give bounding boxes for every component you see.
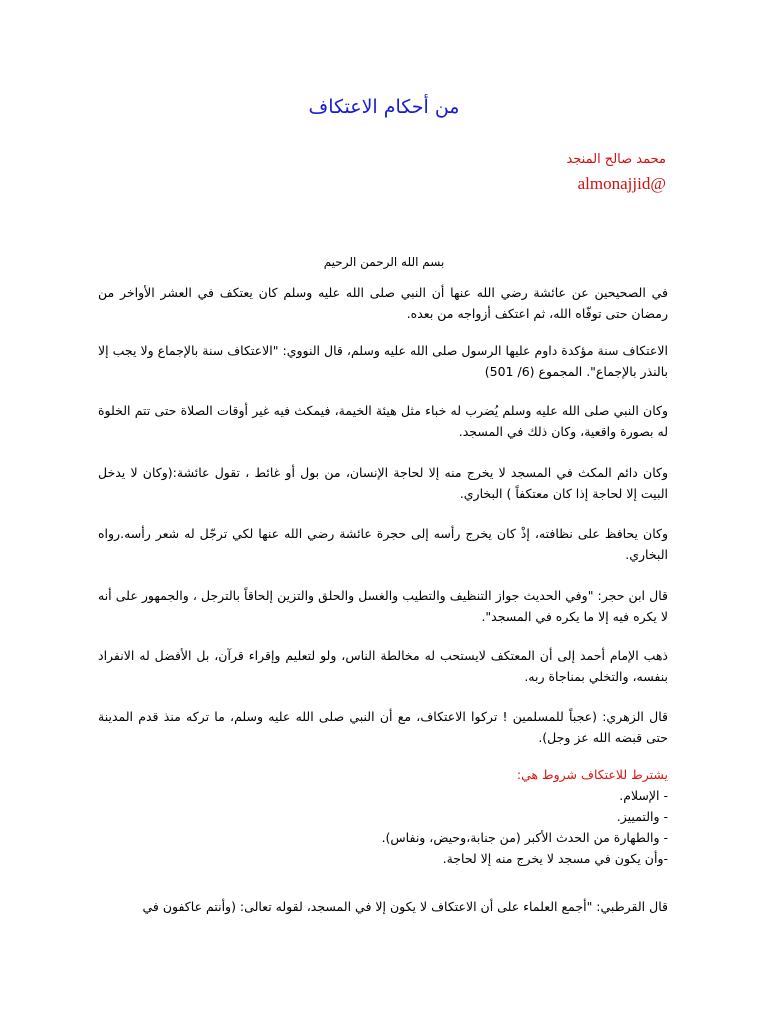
paragraph-1: في الصحيحين عن عائشة رضي الله عنها أن النبي صلى الله عليه وسلم كان يعتكف في العشر الأواخر من رمضان حتى توفّاه الله، ثم اعتكف أزواجه من بعده. [98, 285, 668, 321]
author-name: محمد صالح المنجد [566, 152, 666, 167]
condition-item: - الإسلام. [619, 788, 668, 803]
author-handle: almonajjid@ [577, 174, 666, 193]
paragraph-4: وكان دائم المكث في المسجد لا يخرج منه إلا لحاجة الإنسان، من بول أو غائط ، تقول عائشة:(وكان لا يدخل البيت إلا لحاجة إذا كان معتكفاً ) البخاري. [98, 465, 668, 501]
condition-item: - والطهارة من الحدث الأكبر (من جنابة،وحيض، ونفاس). [381, 830, 668, 845]
basmala: بسم الله الرحمن الرحيم [323, 255, 445, 269]
paragraph-5: وكان يحافظ على نظافته، إذْ كان يخرج رأسه إلى حجرة عائشة رضي الله عنها لكي ترجّل له شعر رأسه.رواه البخاري. [98, 526, 668, 562]
paragraph-6: قال ابن حجر: "وفي الحديث جواز التنظيف والتطيب والغسل والحلق والتزين إلحاقاً بالترجل ، والجمهور على أنه لا يكره فيه إلا ما يكره في المسجد". [98, 588, 668, 624]
paragraph-9: قال القرطبي: "أجمع العلماء على أن الاعتكاف لا يكون إلا في المسجد، لقوله تعالى: (وأنتم عاكفون في [142, 899, 668, 914]
conditions-heading: يشترط للاعتكاف شروط هي: [516, 767, 668, 782]
paragraph-3: وكان النبي صلى الله عليه وسلم يُضرب له خباء مثل هيئة الخيمة، فيمكث فيه غير أوقات الصلاة حتى تتم الخلوة له بصورة واقعية، وكان ذلك في المسجد. [98, 403, 668, 439]
document-title: من أحكام الاعتكاف [308, 96, 460, 118]
paragraph-7: ذهب الإمام أحمد إلى أن المعتكف لايستحب له مخالطة الناس، ولو لتعليم وإقراء قرآن، بل الأفضل له الانفراد بنفسه، والتخلي بمناجاة ربه. [98, 648, 668, 684]
paragraph-2: الاعتكاف سنة مؤكدة داوم عليها الرسول صلى الله عليه وسلم، قال النووي: "الاعتكاف سنة بالإجماع ولا يجب إلا بالنذر بالإجماع". المجموع (6/ 501) [98, 343, 668, 379]
condition-item: - والتمييز. [616, 809, 668, 824]
paragraph-8: قال الزهري: (عجباً للمسلمين ! تركوا الاعتكاف، مع أن النبي صلى الله عليه وسلم، ما تركه منذ قدم المدينة حتى قبضه الله عز وجل). [98, 709, 668, 745]
condition-item: -وأن يكون في مسجد لا يخرج منه إلا لحاجة. [442, 851, 668, 866]
conditions-list [98, 785, 668, 869]
